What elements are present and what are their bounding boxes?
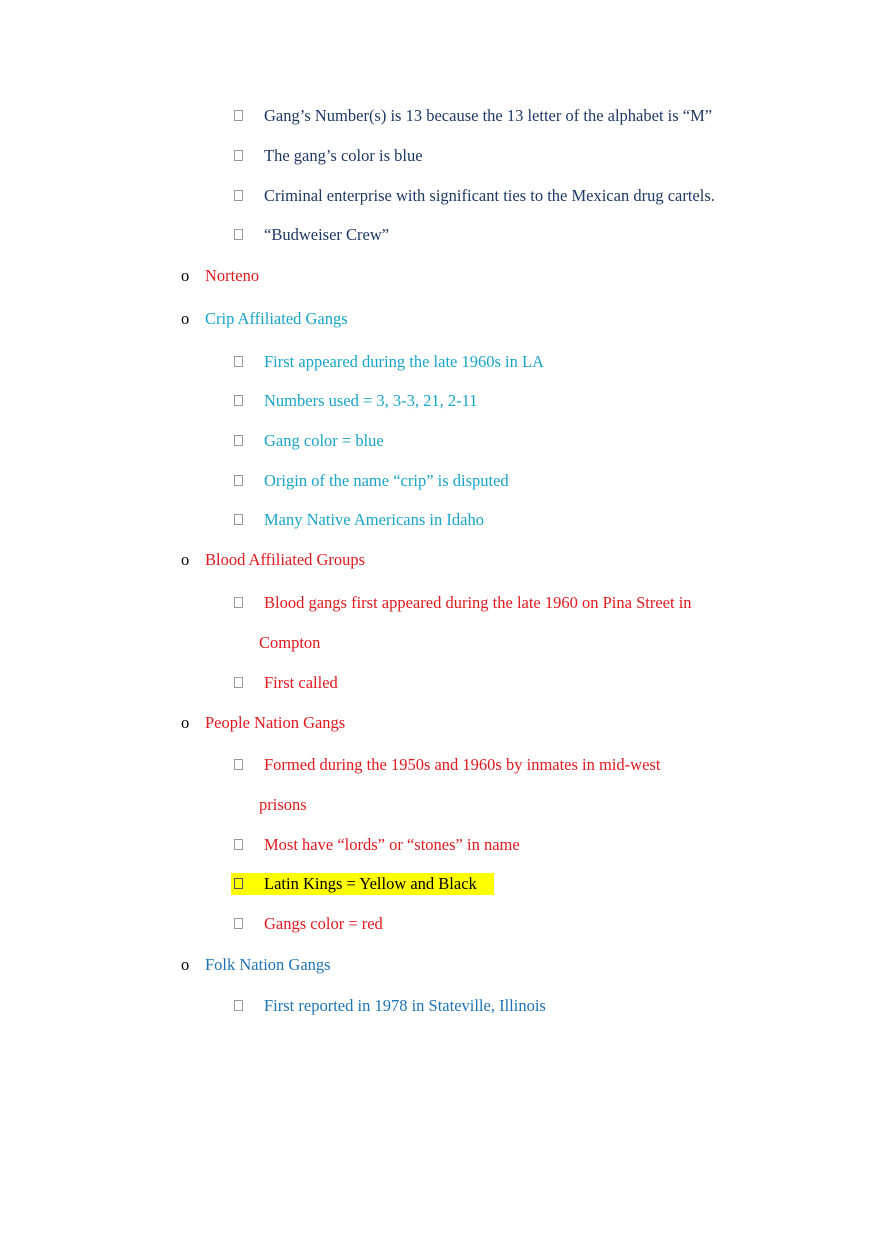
list-item-text: First appeared during the late 1960s in LA: [264, 352, 544, 371]
checkbox-icon: [234, 597, 243, 608]
list-item-text: Many Native Americans in Idaho: [264, 510, 484, 529]
checkbox-icon: [234, 395, 243, 406]
checkbox-icon: [234, 190, 243, 201]
list-item-text: Formed during the 1950s and 1960s by inmates in mid-west: [264, 755, 661, 774]
section-title: Blood Affiliated Groups: [205, 550, 366, 569]
list-item-text: Gangs color = red: [264, 914, 383, 933]
checkbox-icon: [234, 356, 243, 367]
list-item-text: Blood gangs first appeared during the late 1960 on Pina Street in: [264, 593, 692, 612]
list-item-text: First reported in 1978 in Stateville, Illinois: [264, 996, 546, 1015]
checkbox-icon: [234, 110, 243, 121]
checkbox-icon: [234, 878, 243, 889]
section-title: People Nation Gangs: [205, 713, 346, 732]
list-item-text: Most have “lords” or “stones” in name: [264, 835, 520, 854]
list-item-text: Latin Kings = Yellow and Black: [264, 874, 477, 893]
checkbox-icon: [234, 759, 243, 770]
list-item-text: The gang’s color is blue: [264, 146, 423, 165]
bullet-marker: o: [181, 266, 190, 285]
list-item-text: Origin of the name “crip” is disputed: [264, 471, 509, 490]
checkbox-icon: [234, 514, 243, 525]
section-title: Crip Affiliated Gangs: [205, 309, 348, 328]
checkbox-icon: [234, 475, 243, 486]
section-title: Norteno: [205, 266, 260, 285]
bullet-marker: o: [181, 309, 190, 328]
checkbox-icon: [234, 839, 243, 850]
section-title: Folk Nation Gangs: [205, 955, 331, 974]
checkbox-icon: [234, 435, 243, 446]
list-item-continuation: prisons: [259, 795, 307, 814]
list-item-text: Numbers used = 3, 3-3, 21, 2-11: [264, 391, 478, 410]
checkbox-icon: [234, 229, 243, 240]
bullet-marker: o: [181, 713, 190, 732]
list-item-text: Gang’s Number(s) is 13 because the 13 letter of the alphabet is “M”: [264, 106, 713, 125]
checkbox-icon: [234, 1000, 243, 1011]
list-item-text: First called: [264, 673, 338, 692]
list-item-text: Gang color = blue: [264, 431, 384, 450]
checkbox-icon: [234, 677, 243, 688]
checkbox-icon: [234, 918, 243, 929]
list-item-text: Criminal enterprise with significant ties to the Mexican drug cartels.: [264, 186, 715, 205]
list-item-text: “Budweiser Crew”: [264, 225, 390, 244]
checkbox-icon: [234, 150, 243, 161]
bullet-marker: o: [181, 550, 190, 569]
list-item-continuation: Compton: [259, 633, 321, 652]
bullet-marker: o: [181, 955, 190, 974]
